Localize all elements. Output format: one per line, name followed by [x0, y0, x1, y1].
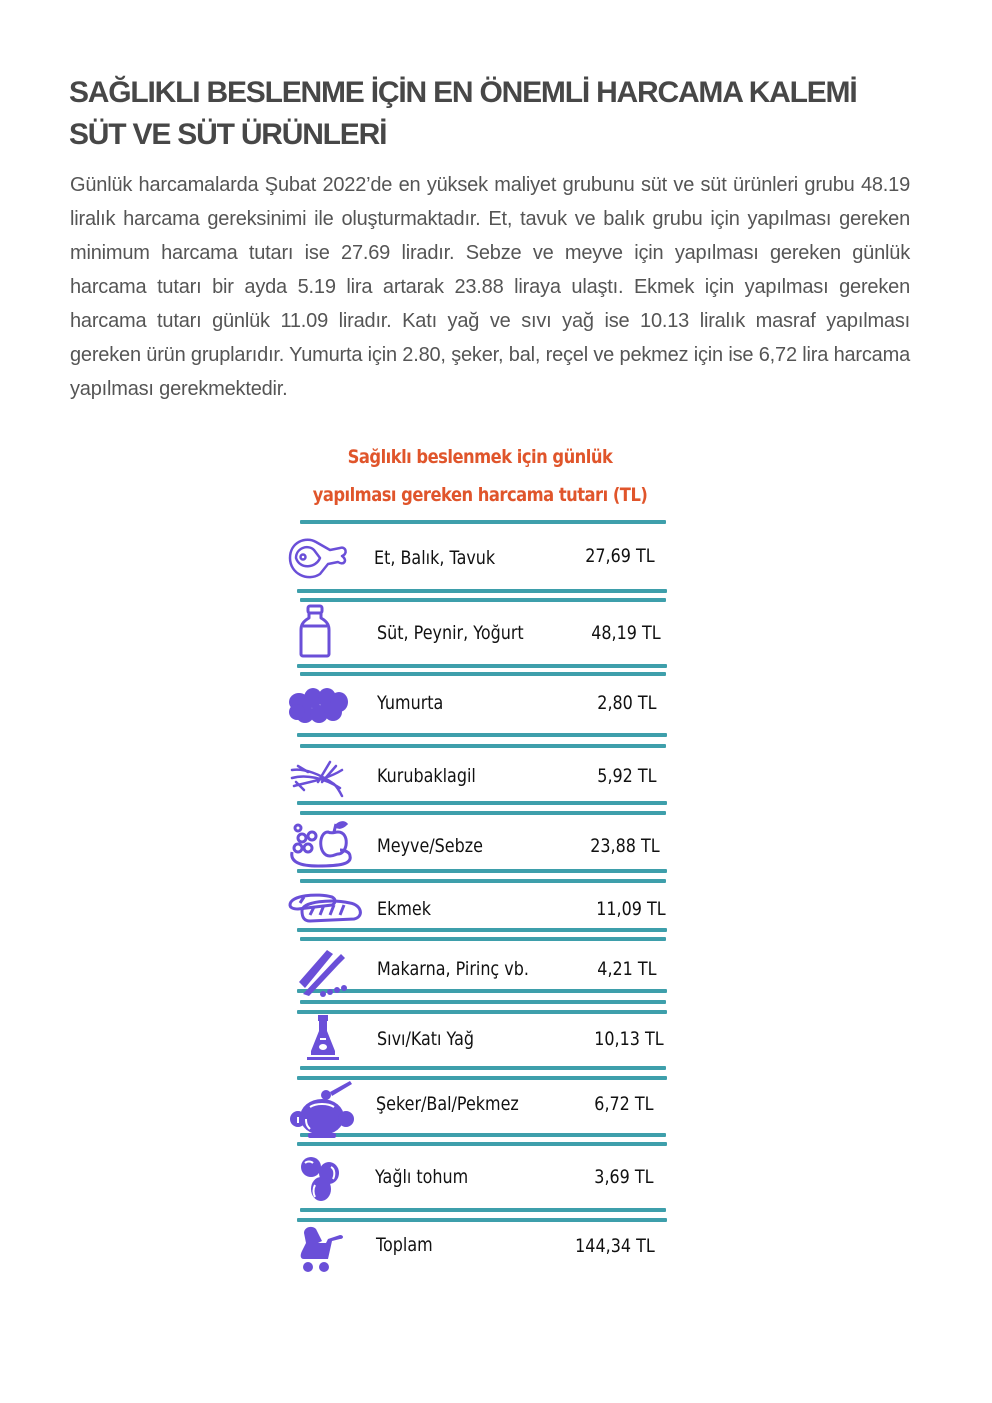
- row-divider: [300, 520, 666, 524]
- row-divider: [297, 1142, 667, 1146]
- row-divider: [297, 928, 667, 932]
- row-divider: [297, 801, 667, 805]
- row-value: 11,09 TL: [596, 898, 666, 920]
- row-label: Süt, Peynir, Yoğurt: [377, 622, 524, 644]
- row-value: 23,88 TL: [590, 835, 660, 857]
- page-title-line-2: SÜT VE SÜT ÜRÜNLERİ: [69, 118, 387, 151]
- article-paragraph: Günlük harcamalarda Şubat 2022’de en yüksek maliyet grubunu süt ve süt ürünleri grubu 48.19 liralık harcama gereksinimi ile oluşturmaktadır. Et, tavuk ve balık grubu için yapılması gereken minimum harcama tutarı ise 27.69 liradır. Sebze ve meyve için yapılması gereken günlük harcama tutarı bir ayda 5.19 lira artarak 23.88 liraya ulaştı. Ekmek için yapılması gereken harcama tutarı günlük 11.09 liradır. Katı yağ ve sıvı yağ ise 10.13 liralık masraf yapılması gereken ürün gruplarıdır. Yumurta için 2.80, şeker, bal, reçel ve pekmez için ise 6,72 lira harcama yapılması gerekmektedir.: [70, 174, 910, 400]
- bread-icon: [288, 893, 364, 923]
- pasta-icon: [297, 948, 349, 998]
- row-label: Meyve/Sebze: [377, 835, 483, 857]
- row-value: 4,21 TL: [597, 958, 657, 980]
- eggs-icon: [287, 684, 351, 726]
- row-divider: [300, 598, 666, 602]
- row-label: Et, Balık, Tavuk: [374, 547, 496, 569]
- milk-bottle-icon: [299, 604, 331, 658]
- row-divider: [297, 1010, 667, 1014]
- ham-icon: [286, 534, 350, 582]
- row-value: 27,69 TL: [585, 545, 655, 567]
- shopping-cart-icon: [298, 1225, 344, 1273]
- row-divider: [300, 1000, 666, 1004]
- row-divider: [297, 664, 667, 668]
- infographic-title: [308, 438, 652, 514]
- row-divider: [300, 879, 666, 883]
- page-title: [69, 72, 929, 156]
- beans-icon: [290, 760, 346, 800]
- fruit-bowl-icon: [288, 818, 354, 868]
- row-label: Kurubaklagil: [377, 765, 476, 787]
- row-label: Yumurta: [377, 692, 444, 714]
- row-divider: [297, 589, 667, 593]
- row-label: Makarna, Pirinç vb.: [377, 958, 529, 980]
- page-title-line-1: SAĞLIKLI BESLENME İÇİN EN ÖNEMLİ HARCAMA KALEMİ: [69, 76, 857, 109]
- nuts-icon: [297, 1155, 341, 1203]
- row-value: 10,13 TL: [594, 1028, 664, 1050]
- row-divider: [300, 1133, 666, 1137]
- row-label: Ekmek: [377, 898, 431, 920]
- row-value: 3,69 TL: [594, 1166, 654, 1188]
- infographic-title-line-2: yapılması gereken harcama tutarı (TL): [312, 484, 648, 506]
- row-label: Şeker/Bal/Pekmez: [376, 1093, 519, 1115]
- row-value: 5,92 TL: [597, 765, 657, 787]
- row-value: 48,19 TL: [591, 622, 661, 644]
- row-divider: [297, 989, 667, 993]
- row-value: 6,72 TL: [594, 1093, 654, 1115]
- oil-bottle-icon: [306, 1013, 340, 1061]
- infographic-title-line-1: Sağlıklı beslenmek için günlük: [347, 446, 613, 468]
- row-value: 144,34 TL: [575, 1235, 655, 1257]
- row-label: Sıvı/Katı Yağ: [377, 1028, 475, 1050]
- row-label: Yağlı tohum: [375, 1166, 469, 1188]
- honey-pot-icon: [288, 1077, 354, 1139]
- row-divider: [300, 937, 666, 941]
- row-value: 2,80 TL: [597, 692, 657, 714]
- row-divider: [297, 733, 667, 737]
- row-divider: [300, 672, 666, 676]
- row-label: Toplam: [376, 1234, 433, 1256]
- row-divider: [300, 1066, 666, 1070]
- row-divider: [297, 869, 667, 873]
- row-divider: [300, 744, 666, 748]
- row-divider: [300, 1208, 666, 1212]
- row-divider: [297, 1218, 667, 1222]
- row-divider: [300, 811, 666, 815]
